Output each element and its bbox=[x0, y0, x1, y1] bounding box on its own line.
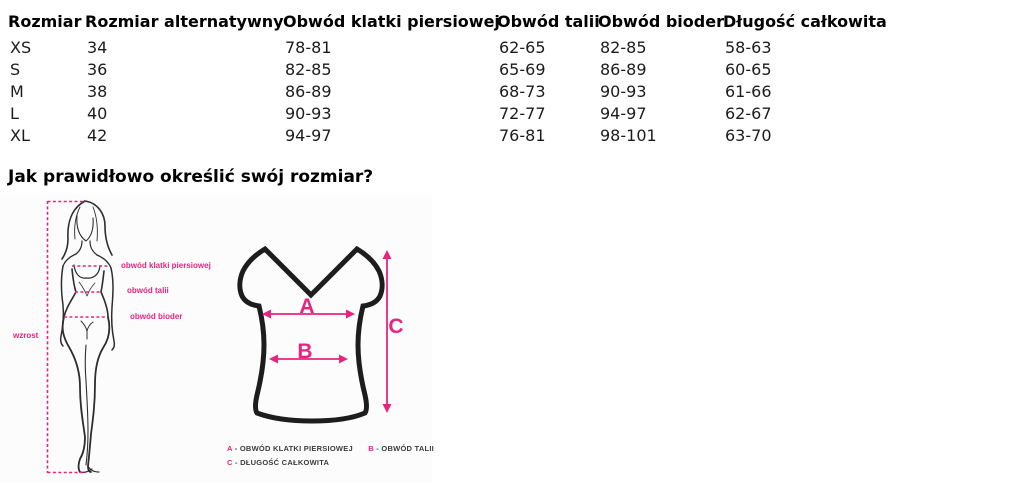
column-header-obwod-talii: Obwód talii bbox=[497, 11, 600, 31]
table-cell: 86-89 bbox=[285, 81, 332, 101]
size-guide-diagram bbox=[0, 195, 432, 483]
hips-measure-label: obwód bioder bbox=[130, 312, 183, 321]
table-cell: S bbox=[10, 59, 21, 79]
table-row bbox=[8, 36, 890, 58]
table-cell: 61-66 bbox=[725, 81, 772, 101]
table-cell: 36 bbox=[87, 59, 108, 79]
table-cell: 62-67 bbox=[725, 103, 772, 123]
legend-line-1 bbox=[227, 442, 434, 456]
table-row bbox=[8, 80, 890, 102]
table-cell: 98-101 bbox=[600, 125, 657, 145]
shirt-measure-a-label: A bbox=[299, 295, 315, 318]
column-header-obwod-bioder: Obwód bioder bbox=[598, 11, 724, 31]
legend-text-c: - DŁUGOŚĆ CAŁKOWITA bbox=[235, 458, 330, 467]
chest-measure-label: obwód klatki piersiowej bbox=[121, 261, 211, 270]
legend-key-c: C bbox=[227, 458, 233, 467]
table-cell: 62-65 bbox=[499, 37, 546, 57]
measurement-legend bbox=[227, 442, 434, 470]
table-cell: XS bbox=[10, 37, 32, 57]
table-row bbox=[8, 102, 890, 124]
legend-key-a: A bbox=[227, 444, 233, 453]
legend-text-b: - OBWÓD TALII bbox=[376, 444, 434, 453]
table-cell: 34 bbox=[87, 37, 108, 57]
table-cell: 94-97 bbox=[600, 103, 647, 123]
table-cell: M bbox=[10, 81, 24, 101]
table-row bbox=[8, 58, 890, 80]
table-cell: 82-85 bbox=[285, 59, 332, 79]
column-header-dlugosc-calkowita: Długość całkowita bbox=[723, 11, 887, 31]
table-cell: 86-89 bbox=[600, 59, 647, 79]
table-cell: 90-93 bbox=[600, 81, 647, 101]
table-cell: L bbox=[10, 103, 19, 123]
legend-key-b: B bbox=[368, 444, 374, 453]
column-header-rozmiar: Rozmiar bbox=[8, 11, 82, 31]
table-cell: 65-69 bbox=[499, 59, 546, 79]
table-cell: 68-73 bbox=[499, 81, 546, 101]
table-cell: 78-81 bbox=[285, 37, 332, 57]
table-cell: 40 bbox=[87, 103, 108, 123]
table-cell: 94-97 bbox=[285, 125, 332, 145]
size-table-header-row bbox=[8, 6, 890, 36]
size-guide-heading: Jak prawidłowo określić swój rozmiar? bbox=[8, 167, 374, 187]
shirt-outline bbox=[240, 249, 382, 421]
waist-measure-label: obwód talii bbox=[127, 286, 169, 295]
table-cell: 63-70 bbox=[725, 125, 772, 145]
size-table bbox=[8, 6, 890, 146]
table-cell: 82-85 bbox=[600, 37, 647, 57]
table-cell: 58-63 bbox=[725, 37, 772, 57]
table-cell: 42 bbox=[87, 125, 108, 145]
shirt-diagram bbox=[225, 235, 410, 435]
legend-text-a: - OBWÓD KLATKI PIERSIOWEJ bbox=[234, 444, 353, 453]
shirt-measure-b-label: B bbox=[297, 340, 313, 363]
table-row bbox=[8, 124, 890, 146]
column-header-rozmiar-alt: Rozmiar alternatywny bbox=[85, 11, 284, 31]
shirt-measure-c-label: C bbox=[388, 315, 404, 338]
column-header-obwod-klatki: Obwód klatki piersiowej bbox=[283, 11, 500, 31]
table-cell: XL bbox=[10, 125, 30, 145]
table-cell: 90-93 bbox=[285, 103, 332, 123]
table-cell: 60-65 bbox=[725, 59, 772, 79]
table-cell: 76-81 bbox=[499, 125, 546, 145]
legend-line-2 bbox=[227, 456, 434, 470]
table-cell: 38 bbox=[87, 81, 108, 101]
table-cell: 72-77 bbox=[499, 103, 546, 123]
height-measure-label: wzrost bbox=[13, 331, 39, 340]
